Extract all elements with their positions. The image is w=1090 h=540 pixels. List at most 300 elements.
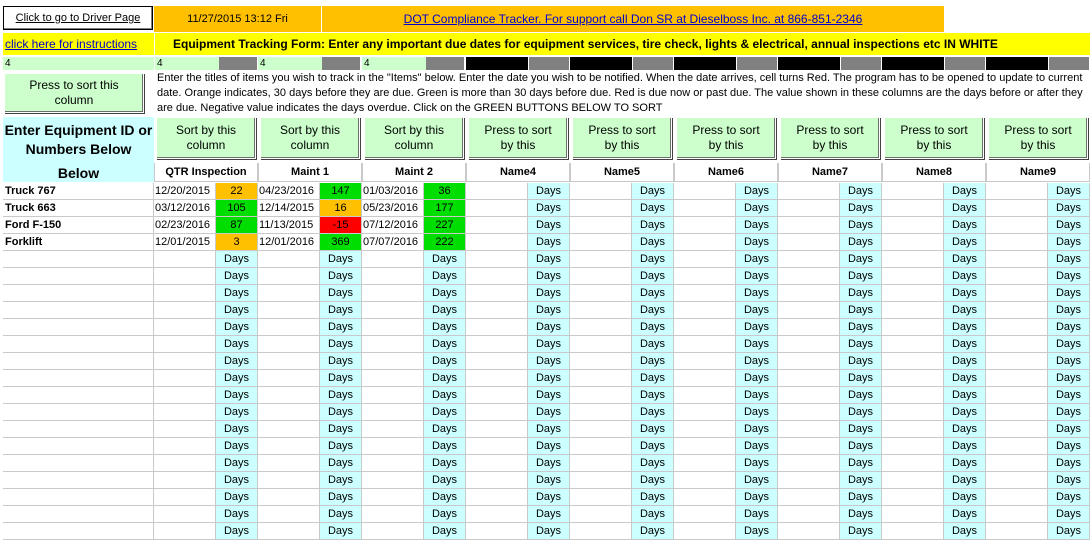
days-label: Days: [216, 489, 258, 506]
due-date-cell[interactable]: [778, 302, 840, 319]
days-label: Days: [944, 183, 986, 200]
due-date-cell[interactable]: [466, 183, 528, 200]
due-date-cell[interactable]: [882, 506, 944, 523]
due-date-cell[interactable]: [778, 268, 840, 285]
days-label: Days: [1048, 302, 1090, 319]
due-date-cell[interactable]: [570, 319, 632, 336]
due-date-cell[interactable]: [570, 217, 632, 234]
equipment-id-cell[interactable]: [3, 268, 154, 285]
due-date-cell[interactable]: [674, 506, 736, 523]
due-date-cell[interactable]: [154, 404, 216, 421]
column-header: Maint 2: [362, 163, 466, 182]
due-date-cell[interactable]: [986, 217, 1048, 234]
sort-column-button[interactable]: [260, 117, 360, 159]
days-label: Days: [216, 370, 258, 387]
days-label: Days: [528, 472, 570, 489]
days-label: Days: [840, 319, 882, 336]
due-date-cell[interactable]: [570, 251, 632, 268]
form-title: [155, 33, 1090, 55]
counter-separator: [674, 57, 736, 70]
due-date-cell[interactable]: [154, 285, 216, 302]
due-date-cell[interactable]: [986, 251, 1048, 268]
due-date-cell[interactable]: [466, 234, 528, 251]
due-date-cell[interactable]: [154, 251, 216, 268]
due-date-cell[interactable]: 07/07/2016: [362, 234, 424, 251]
days-label: Days: [424, 404, 466, 421]
due-date-cell[interactable]: [570, 455, 632, 472]
days-label: Days: [840, 183, 882, 200]
equipment-id-cell[interactable]: [3, 387, 154, 404]
equipment-id-cell[interactable]: [3, 319, 154, 336]
due-date-cell[interactable]: [466, 387, 528, 404]
days-label: Days: [1048, 438, 1090, 455]
support-link[interactable]: [322, 6, 944, 32]
days-label: Days: [1048, 183, 1090, 200]
sort-column-button[interactable]: [364, 117, 464, 159]
due-date-cell[interactable]: [154, 506, 216, 523]
due-date-cell[interactable]: [674, 489, 736, 506]
sort-column-button[interactable]: [988, 117, 1088, 159]
due-date-cell[interactable]: [570, 183, 632, 200]
due-date-cell[interactable]: [362, 370, 424, 387]
driver-page-link[interactable]: [3, 6, 153, 30]
days-label: Days: [1048, 200, 1090, 217]
sort-equipment-label: Press to sort this column: [29, 78, 119, 107]
due-date-cell[interactable]: [258, 455, 320, 472]
due-date-cell[interactable]: [882, 336, 944, 353]
due-date-cell[interactable]: [258, 251, 320, 268]
due-date-cell[interactable]: [362, 353, 424, 370]
due-date-cell[interactable]: [778, 421, 840, 438]
due-date-cell[interactable]: [258, 268, 320, 285]
due-date-cell[interactable]: [674, 370, 736, 387]
due-date-cell[interactable]: 07/12/2016: [362, 217, 424, 234]
due-date-cell[interactable]: 02/23/2016: [154, 217, 216, 234]
days-label: Days: [736, 200, 778, 217]
due-date-cell[interactable]: [570, 200, 632, 217]
days-label: Days: [424, 370, 466, 387]
due-date-cell[interactable]: [674, 353, 736, 370]
due-date-cell[interactable]: [674, 387, 736, 404]
days-label: Days: [632, 183, 674, 200]
due-date-cell[interactable]: [986, 183, 1048, 200]
due-date-cell[interactable]: [466, 200, 528, 217]
days-label: Days: [528, 506, 570, 523]
due-date-cell[interactable]: [778, 183, 840, 200]
sort-equipment-button[interactable]: [4, 73, 144, 113]
days-label: Days: [424, 268, 466, 285]
due-date-cell[interactable]: [570, 506, 632, 523]
equipment-id-cell[interactable]: [3, 506, 154, 523]
due-date-cell[interactable]: [674, 234, 736, 251]
due-date-cell[interactable]: 05/23/2016: [362, 200, 424, 217]
days-label: Days: [424, 387, 466, 404]
due-date-cell[interactable]: [778, 370, 840, 387]
due-date-cell[interactable]: [882, 353, 944, 370]
due-date-cell[interactable]: [362, 404, 424, 421]
due-date-cell[interactable]: [258, 523, 320, 540]
days-label: Days: [216, 421, 258, 438]
due-date-cell[interactable]: [362, 506, 424, 523]
due-date-cell[interactable]: [154, 353, 216, 370]
sort-column-button[interactable]: [884, 117, 984, 159]
due-date-cell[interactable]: [882, 472, 944, 489]
due-date-cell[interactable]: [674, 251, 736, 268]
due-date-cell[interactable]: [674, 455, 736, 472]
days-label: Days: [944, 353, 986, 370]
due-date-cell[interactable]: [778, 217, 840, 234]
days-label: Days: [528, 523, 570, 540]
due-date-cell[interactable]: [258, 319, 320, 336]
days-label: Days: [216, 472, 258, 489]
due-date-cell[interactable]: [466, 285, 528, 302]
due-date-cell[interactable]: [258, 353, 320, 370]
due-date-cell[interactable]: [882, 421, 944, 438]
days-label: Days: [216, 319, 258, 336]
days-label: Days: [944, 438, 986, 455]
due-date-cell[interactable]: [882, 438, 944, 455]
days-label: Days: [528, 234, 570, 251]
datetime-text: 11/27/2015 13:12 Fri: [187, 13, 288, 25]
equipment-id-cell[interactable]: [3, 472, 154, 489]
days-label: Days: [216, 506, 258, 523]
equipment-id-cell[interactable]: Forklift: [3, 234, 154, 251]
due-date-cell[interactable]: [362, 438, 424, 455]
equipment-id-cell[interactable]: [3, 302, 154, 319]
due-date-cell[interactable]: [778, 336, 840, 353]
instructions-link[interactable]: [3, 33, 154, 55]
due-date-cell[interactable]: [466, 268, 528, 285]
due-date-cell[interactable]: [986, 523, 1048, 540]
instructions-link-text: click here for instructions: [5, 37, 138, 51]
due-date-cell[interactable]: [882, 319, 944, 336]
equipment-id-cell[interactable]: [3, 404, 154, 421]
due-date-cell[interactable]: [882, 234, 944, 251]
due-date-cell[interactable]: [778, 489, 840, 506]
due-date-cell[interactable]: [674, 404, 736, 421]
equipment-id-cell[interactable]: Ford F-150: [3, 217, 154, 234]
days-label: Days: [632, 472, 674, 489]
due-date-cell[interactable]: [882, 370, 944, 387]
counter-separator: [426, 57, 464, 70]
due-date-cell[interactable]: [882, 183, 944, 200]
due-date-cell[interactable]: [466, 472, 528, 489]
equipment-id-cell[interactable]: [3, 251, 154, 268]
days-label: Days: [840, 285, 882, 302]
days-label: Days: [320, 489, 362, 506]
due-date-cell[interactable]: [570, 302, 632, 319]
days-label: Days: [424, 421, 466, 438]
due-date-cell[interactable]: [882, 489, 944, 506]
due-date-cell[interactable]: [674, 200, 736, 217]
due-date-cell[interactable]: [362, 455, 424, 472]
due-date-cell[interactable]: [570, 370, 632, 387]
counter-separator: [570, 57, 632, 70]
due-date-cell[interactable]: [986, 455, 1048, 472]
due-date-cell[interactable]: 04/23/2016: [258, 183, 320, 200]
due-date-cell[interactable]: [154, 319, 216, 336]
due-date-cell[interactable]: [154, 336, 216, 353]
due-date-cell[interactable]: [466, 302, 528, 319]
due-date-cell[interactable]: [154, 472, 216, 489]
equipment-id-cell[interactable]: [3, 336, 154, 353]
days-label: Days: [528, 404, 570, 421]
due-date-cell[interactable]: [674, 336, 736, 353]
counter-separator: [219, 57, 257, 70]
sort-column-button[interactable]: [156, 117, 256, 159]
due-date-cell[interactable]: [362, 285, 424, 302]
equipment-id-cell[interactable]: [3, 353, 154, 370]
due-date-cell[interactable]: [986, 370, 1048, 387]
due-date-cell[interactable]: [466, 455, 528, 472]
due-date-cell[interactable]: [570, 353, 632, 370]
due-date-cell[interactable]: [778, 404, 840, 421]
days-remaining-value: 87: [216, 217, 258, 234]
counter-cell: 4: [362, 57, 426, 70]
due-date-cell[interactable]: [570, 285, 632, 302]
due-date-cell[interactable]: [882, 217, 944, 234]
due-date-cell[interactable]: [570, 489, 632, 506]
due-date-cell[interactable]: [362, 421, 424, 438]
sort-column-label: Press to sort by this: [692, 123, 760, 152]
days-remaining-value: -15: [320, 217, 362, 234]
due-date-cell[interactable]: [258, 506, 320, 523]
equipment-id-cell[interactable]: [3, 370, 154, 387]
due-date-cell[interactable]: [778, 251, 840, 268]
due-date-cell[interactable]: [154, 438, 216, 455]
sort-column-button[interactable]: [468, 117, 568, 159]
due-date-cell[interactable]: [882, 251, 944, 268]
days-label: Days: [528, 370, 570, 387]
due-date-cell[interactable]: [466, 336, 528, 353]
due-date-cell[interactable]: [674, 319, 736, 336]
due-date-cell[interactable]: [570, 387, 632, 404]
due-date-cell[interactable]: [674, 472, 736, 489]
due-date-cell[interactable]: [466, 251, 528, 268]
due-date-cell[interactable]: [778, 387, 840, 404]
due-date-cell[interactable]: [258, 370, 320, 387]
equipment-id-cell[interactable]: [3, 438, 154, 455]
due-date-cell[interactable]: [674, 285, 736, 302]
due-date-cell[interactable]: [882, 302, 944, 319]
due-date-cell[interactable]: [466, 438, 528, 455]
due-date-cell[interactable]: [986, 472, 1048, 489]
due-date-cell[interactable]: [362, 319, 424, 336]
days-remaining-value: 147: [320, 183, 362, 200]
days-label: Days: [944, 285, 986, 302]
days-label: Days: [528, 200, 570, 217]
below-label: Below: [57, 164, 100, 181]
days-label: Days: [528, 438, 570, 455]
due-date-cell[interactable]: [258, 336, 320, 353]
days-label: Days: [736, 234, 778, 251]
due-date-cell[interactable]: [570, 472, 632, 489]
due-date-cell[interactable]: [154, 387, 216, 404]
due-date-cell[interactable]: [986, 319, 1048, 336]
due-date-cell[interactable]: [466, 319, 528, 336]
sort-column-button[interactable]: [572, 117, 672, 159]
due-date-cell[interactable]: [154, 421, 216, 438]
sort-column-label: Press to sort by this: [796, 123, 864, 152]
due-date-cell[interactable]: [986, 506, 1048, 523]
due-date-cell[interactable]: [674, 438, 736, 455]
days-label: Days: [736, 455, 778, 472]
due-date-cell[interactable]: [882, 268, 944, 285]
due-date-cell[interactable]: [466, 489, 528, 506]
due-date-cell[interactable]: [778, 285, 840, 302]
due-date-cell[interactable]: [570, 404, 632, 421]
due-date-cell[interactable]: [362, 302, 424, 319]
days-label: Days: [528, 455, 570, 472]
due-date-cell[interactable]: [674, 217, 736, 234]
due-date-cell[interactable]: [778, 353, 840, 370]
due-date-cell[interactable]: [258, 404, 320, 421]
due-date-cell[interactable]: [154, 268, 216, 285]
due-date-cell[interactable]: [362, 472, 424, 489]
days-label: Days: [1048, 251, 1090, 268]
due-date-cell[interactable]: [466, 421, 528, 438]
days-label: Days: [736, 404, 778, 421]
due-date-cell[interactable]: [154, 523, 216, 540]
due-date-cell[interactable]: [986, 353, 1048, 370]
due-date-cell[interactable]: [986, 438, 1048, 455]
due-date-cell[interactable]: [882, 455, 944, 472]
due-date-cell[interactable]: [570, 234, 632, 251]
days-label: Days: [320, 421, 362, 438]
days-label: Days: [1048, 234, 1090, 251]
days-label: Days: [216, 455, 258, 472]
due-date-cell[interactable]: [362, 523, 424, 540]
equipment-id-cell[interactable]: [3, 489, 154, 506]
due-date-cell[interactable]: [882, 387, 944, 404]
due-date-cell[interactable]: [986, 387, 1048, 404]
days-remaining-value: 222: [424, 234, 466, 251]
due-date-cell[interactable]: [362, 336, 424, 353]
days-label: Days: [216, 387, 258, 404]
days-label: Days: [632, 404, 674, 421]
due-date-cell[interactable]: [570, 268, 632, 285]
due-date-cell[interactable]: [362, 387, 424, 404]
due-date-cell[interactable]: [258, 421, 320, 438]
due-date-cell[interactable]: [882, 285, 944, 302]
due-date-cell[interactable]: 12/01/2016: [258, 234, 320, 251]
due-date-cell[interactable]: 12/01/2015: [154, 234, 216, 251]
days-label: Days: [632, 234, 674, 251]
days-label: Days: [840, 336, 882, 353]
due-date-cell[interactable]: 12/14/2015: [258, 200, 320, 217]
due-date-cell[interactable]: [466, 506, 528, 523]
due-date-cell[interactable]: [674, 183, 736, 200]
days-label: Days: [1048, 506, 1090, 523]
due-date-cell[interactable]: [570, 421, 632, 438]
due-date-cell[interactable]: [258, 285, 320, 302]
due-date-cell[interactable]: [466, 404, 528, 421]
due-date-cell[interactable]: [466, 353, 528, 370]
due-date-cell[interactable]: [570, 336, 632, 353]
due-date-cell[interactable]: [570, 523, 632, 540]
due-date-cell[interactable]: [986, 404, 1048, 421]
due-date-cell[interactable]: 01/03/2016: [362, 183, 424, 200]
due-date-cell[interactable]: [778, 438, 840, 455]
sort-column-label: Press to sort by this: [1004, 123, 1072, 152]
due-date-cell[interactable]: [778, 319, 840, 336]
due-date-cell[interactable]: [986, 421, 1048, 438]
days-label: Days: [736, 370, 778, 387]
due-date-cell[interactable]: [466, 523, 528, 540]
column-header: Name9: [986, 163, 1090, 182]
due-date-cell[interactable]: [882, 200, 944, 217]
due-date-cell[interactable]: [778, 506, 840, 523]
due-date-cell[interactable]: [778, 523, 840, 540]
due-date-cell[interactable]: [258, 438, 320, 455]
due-date-cell[interactable]: 11/13/2015: [258, 217, 320, 234]
days-label: Days: [632, 353, 674, 370]
sort-column-button[interactable]: [676, 117, 776, 159]
due-date-cell[interactable]: [882, 404, 944, 421]
equipment-id-cell[interactable]: [3, 455, 154, 472]
due-date-cell[interactable]: [986, 234, 1048, 251]
days-label: Days: [632, 200, 674, 217]
due-date-cell[interactable]: [154, 370, 216, 387]
days-label: Days: [424, 438, 466, 455]
due-date-cell[interactable]: [258, 489, 320, 506]
equipment-id-cell[interactable]: [3, 421, 154, 438]
due-date-cell[interactable]: [778, 472, 840, 489]
due-date-cell[interactable]: [778, 455, 840, 472]
due-date-cell[interactable]: [986, 302, 1048, 319]
due-date-cell[interactable]: [882, 523, 944, 540]
due-date-cell[interactable]: [154, 302, 216, 319]
due-date-cell[interactable]: [986, 268, 1048, 285]
equipment-id-cell[interactable]: [3, 285, 154, 302]
due-date-cell[interactable]: [154, 455, 216, 472]
due-date-cell[interactable]: [466, 217, 528, 234]
equipment-id-cell[interactable]: Truck 767: [3, 183, 154, 200]
due-date-cell[interactable]: [674, 302, 736, 319]
due-date-cell[interactable]: [674, 268, 736, 285]
due-date-cell[interactable]: [362, 489, 424, 506]
equipment-header-text: Enter Equipment ID or Numbers Below: [4, 122, 153, 157]
due-date-cell[interactable]: [570, 438, 632, 455]
due-date-cell[interactable]: [778, 200, 840, 217]
sort-column-label: Sort by this column: [383, 123, 445, 152]
due-date-cell[interactable]: [986, 200, 1048, 217]
equipment-id-cell[interactable]: [3, 523, 154, 540]
equipment-id-cell[interactable]: Truck 663: [3, 200, 154, 217]
due-date-cell[interactable]: 12/20/2015: [154, 183, 216, 200]
due-date-cell[interactable]: [258, 387, 320, 404]
due-date-cell[interactable]: [986, 285, 1048, 302]
days-label: Days: [944, 234, 986, 251]
due-date-cell[interactable]: [154, 489, 216, 506]
due-date-cell[interactable]: [362, 251, 424, 268]
due-date-cell[interactable]: [258, 472, 320, 489]
sort-column-button[interactable]: [780, 117, 880, 159]
due-date-cell[interactable]: [986, 489, 1048, 506]
due-date-cell[interactable]: [674, 523, 736, 540]
due-date-cell[interactable]: [362, 268, 424, 285]
days-label: Days: [320, 438, 362, 455]
column-header: Name4: [466, 163, 570, 182]
due-date-cell[interactable]: [986, 336, 1048, 353]
due-date-cell[interactable]: [258, 302, 320, 319]
due-date-cell[interactable]: [778, 234, 840, 251]
due-date-cell[interactable]: [466, 370, 528, 387]
due-date-cell[interactable]: 03/12/2016: [154, 200, 216, 217]
days-label: Days: [736, 489, 778, 506]
days-label: Days: [944, 217, 986, 234]
due-date-cell[interactable]: [674, 421, 736, 438]
